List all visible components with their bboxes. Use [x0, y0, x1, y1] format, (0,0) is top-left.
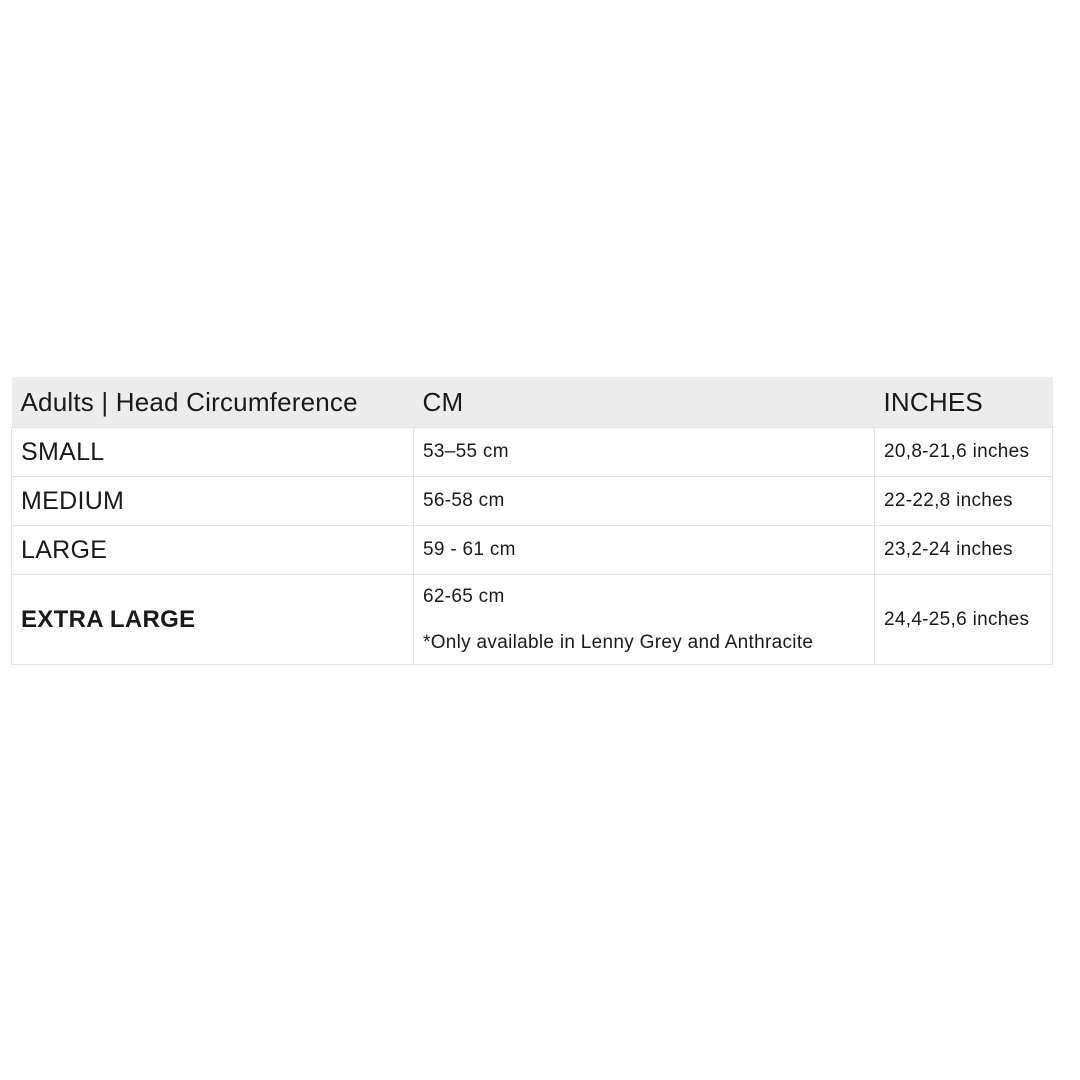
header-inches: INCHES [875, 377, 1053, 428]
size-inches: 23,2-24 inches [875, 526, 1053, 575]
availability-note: *Only available in Lenny Grey and Anthracite [423, 631, 814, 653]
size-cm: 53–55 cm [414, 428, 875, 477]
size-cm-cell [414, 575, 875, 665]
table-row [12, 428, 1053, 477]
table-row [12, 526, 1053, 575]
size-inches: 22-22,8 inches [875, 477, 1053, 526]
size-inches: 24,4-25,6 inches [875, 575, 1053, 665]
size-inches: 20,8-21,6 inches [875, 428, 1053, 477]
header-cm: CM [414, 377, 875, 428]
size-name: LARGE [12, 526, 414, 575]
size-name: SMALL [12, 428, 414, 477]
table-row [12, 575, 1053, 665]
size-name: MEDIUM [12, 477, 414, 526]
table-row [12, 477, 1053, 526]
size-cm: 59 - 61 cm [414, 526, 875, 575]
size-cm: 56-58 cm [414, 477, 875, 526]
size-name: EXTRA LARGE [12, 575, 414, 665]
size-chart-table [11, 377, 1053, 665]
size-cm: 62-65 cm [423, 585, 505, 607]
table-header-row [12, 377, 1053, 428]
header-head-circumference: Adults | Head Circumference [12, 377, 414, 428]
